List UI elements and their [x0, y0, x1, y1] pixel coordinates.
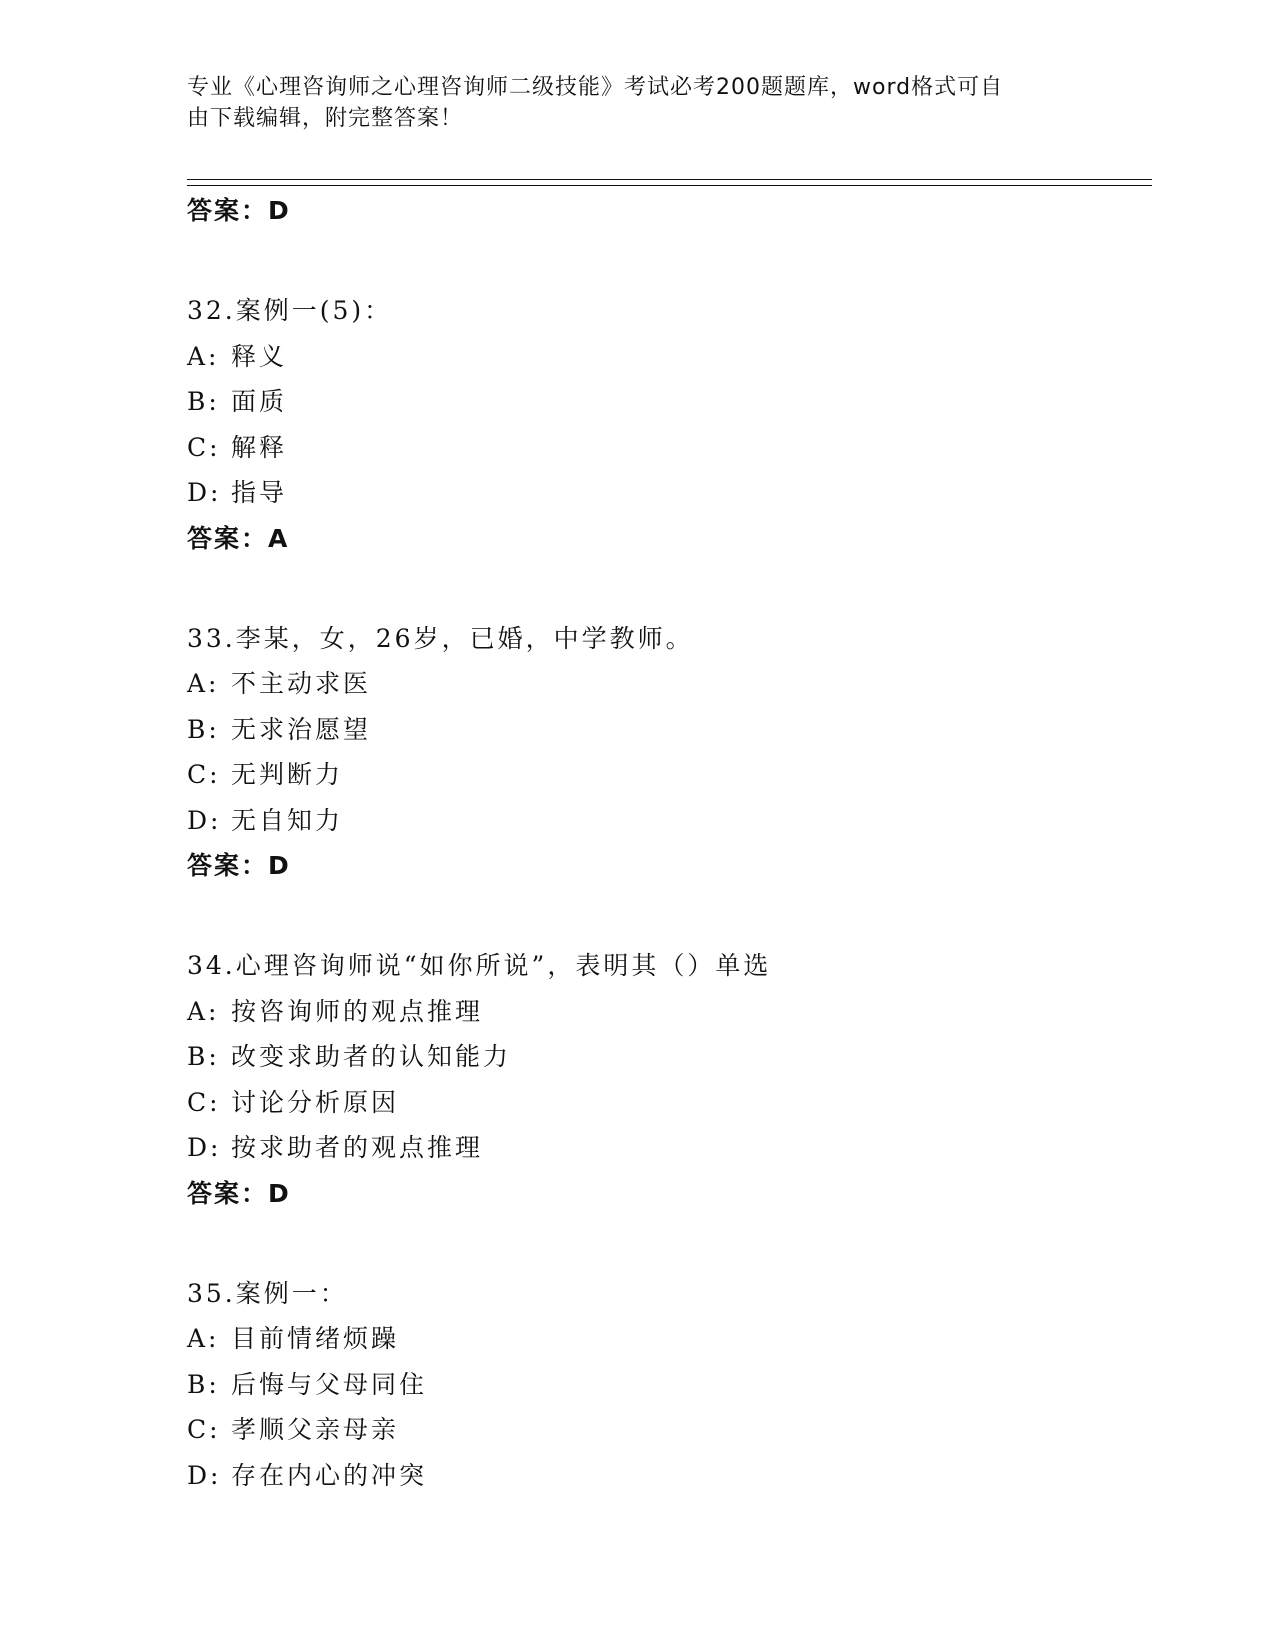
option-text: 无判断力 [231, 760, 344, 789]
option-text: 按求助者的观点推理 [231, 1133, 484, 1162]
option-text: 指导 [231, 478, 288, 507]
option-text: 后悔与父母同住 [231, 1369, 428, 1399]
option-letter: B: [187, 1369, 220, 1399]
question-33 [187, 616, 1152, 890]
option-text: 存在内心的冲突 [231, 1460, 428, 1490]
option-letter: D: [187, 1460, 222, 1490]
option-letter: C: [187, 1087, 221, 1117]
option-text: 目前情绪烦躁 [231, 1324, 400, 1353]
previous-answer: 答案：D [187, 196, 291, 225]
option-c [187, 425, 1152, 471]
question-title: 35.案例一： [187, 1278, 348, 1308]
option-a [187, 334, 1152, 380]
option-text: 面质 [231, 387, 288, 416]
option-text: 按咨询师的观点推理 [231, 996, 484, 1026]
question-answer: 答案：D [187, 1178, 291, 1208]
option-letter: A: [187, 1324, 220, 1353]
question-title: 34.心理咨询师说“如你所说”，表明其（）单选 [187, 951, 772, 980]
question-35 [187, 1271, 1152, 1499]
option-letter: A: [187, 996, 220, 1026]
option-a [187, 1316, 1152, 1362]
option-c [187, 752, 1152, 798]
option-letter: B: [187, 1042, 220, 1071]
option-letter: C: [187, 432, 221, 462]
option-text: 改变求助者的认知能力 [231, 1042, 512, 1071]
header-line-2: 由下载编辑，附完整答案！ [187, 106, 464, 131]
option-b [187, 1034, 1152, 1080]
option-text: 孝顺父亲母亲 [231, 1415, 400, 1444]
option-letter: C: [187, 760, 221, 789]
question-34 [187, 943, 1152, 1217]
question-32 [187, 288, 1152, 562]
option-letter: A: [187, 669, 220, 698]
question-title: 33.李某，女，26岁，已婚，中学教师。 [187, 623, 694, 653]
option-text: 解释 [231, 432, 288, 462]
option-a [187, 661, 1152, 707]
question-answer: 答案：D [187, 851, 291, 880]
header-line-1: 专业《心理咨询师之心理咨询师二级技能》考试必考200题题库，word格式可自 [187, 75, 1004, 100]
option-text: 不主动求医 [231, 669, 372, 698]
option-d [187, 1125, 1152, 1171]
option-letter: C: [187, 1415, 221, 1444]
question-list [187, 188, 1152, 1498]
option-text: 无求治愿望 [231, 714, 372, 744]
option-text: 释义 [231, 341, 288, 371]
header-divider-top [187, 179, 1152, 180]
option-letter: B: [187, 387, 220, 416]
option-d [187, 798, 1152, 844]
option-letter: D: [187, 805, 222, 835]
option-letter: A: [187, 341, 220, 371]
option-letter: D: [187, 478, 222, 507]
option-b [187, 1362, 1152, 1408]
document-header [187, 72, 1067, 134]
question-title: 32.案例一(5)： [187, 296, 393, 325]
option-letter: B: [187, 714, 220, 744]
option-a [187, 989, 1152, 1035]
option-b [187, 707, 1152, 753]
question-answer: 答案：A [187, 523, 290, 553]
option-d [187, 470, 1152, 516]
option-c [187, 1407, 1152, 1453]
option-text: 无自知力 [231, 805, 344, 835]
option-c [187, 1080, 1152, 1126]
option-b [187, 379, 1152, 425]
header-divider-bottom [187, 185, 1152, 186]
option-d [187, 1453, 1152, 1499]
option-letter: D: [187, 1133, 222, 1162]
option-text: 讨论分析原因 [231, 1087, 400, 1117]
